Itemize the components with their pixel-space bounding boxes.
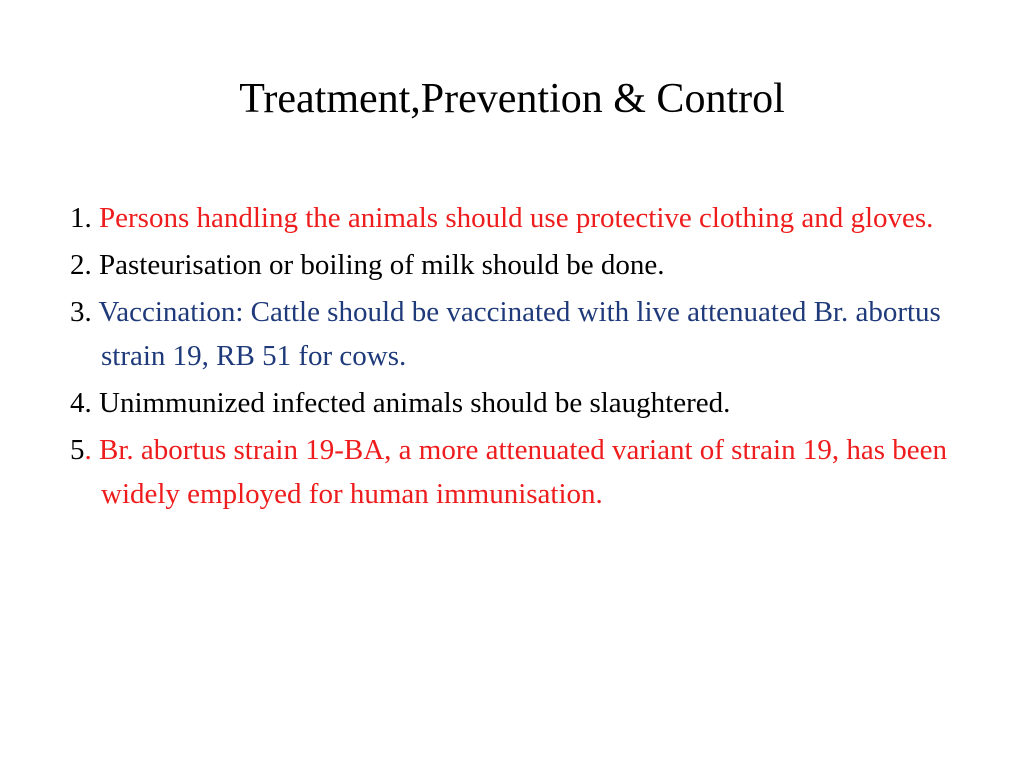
item-number: 1. [70,202,99,234]
item-text: Vaccination: Cattle should be vaccinated with live attenuated Br. abortus strain 19, RB 51 for cows. [98,296,941,372]
slide-title: Treatment,Prevention & Control [239,76,785,122]
list-item-1 [70,196,970,240]
list-item-4 [70,381,970,425]
item-number: 5 [70,434,85,466]
item-text: . Br. abortus strain 19-BA, a more attenuated variant of strain 19, has been widely employed for human immunisation. [84,434,948,510]
item-text: Unimmunized infected animals should be slaughtered. [99,387,731,419]
item-number: 2. [70,249,99,281]
list-item-3 [70,290,970,378]
item-number: 3. [70,296,99,328]
bullet-list [70,196,970,519]
item-text: Persons handling the animals should use protective clothing and gloves. [99,202,934,234]
item-text: Pasteurisation or boiling of milk should be done. [99,249,665,281]
list-item-5 [70,428,970,516]
list-item-2 [70,243,970,287]
item-number: 4. [70,387,99,419]
